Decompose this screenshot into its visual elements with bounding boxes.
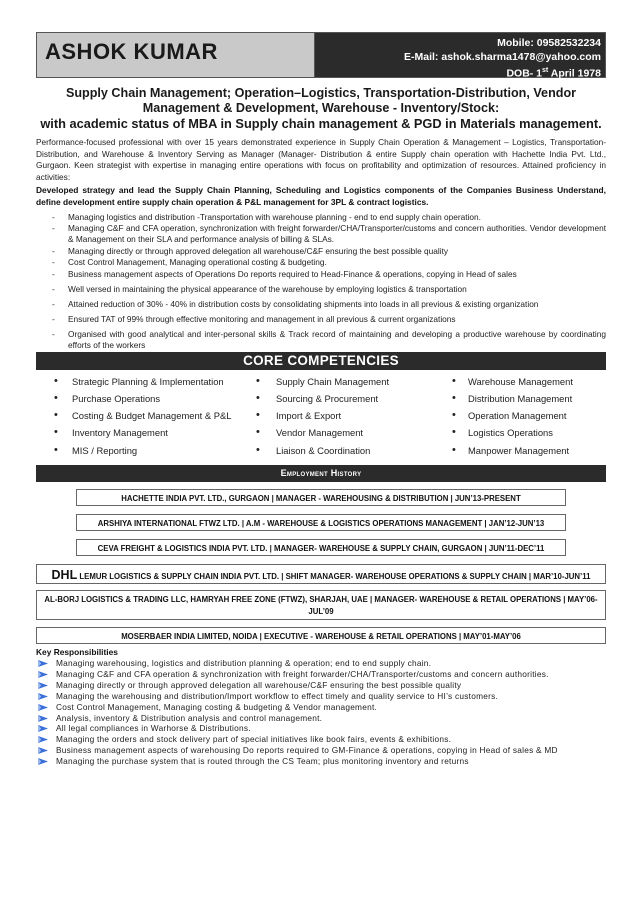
competency-item: • Vendor Management [254,424,438,441]
job-entry-moserbaer: MOSERBAER INDIA LIMITED, NOIDA | EXECUTIVE - WAREHOUSE & RETAIL OPERATIONS | MAY’01-MAY’06 [36,627,606,644]
profile-summary-highlight: Developed strategy and lead the Supply Chain Planning, Scheduling and Logistics components of the Companies Business Understand, define development entire supply chain operation & P&L management for 3PL & contract logistics. [36,185,606,207]
candidate-name: ASHOK KUMAR [37,33,315,77]
activity-item: - Well versed in maintaining the physical appearance of the warehouse by employing logistics & transportation [52,284,606,295]
activity-item: - Cost Control Management, Managing operational costing & budgeting. [52,257,606,268]
pointer-arrow-icon [37,757,49,766]
activity-item: - Organised with good analytical and inter-personal skills & Track record of maintaining and developing a productive warehouse by coordinating efforts of the workers [52,329,606,351]
responsibility-text: Cost Control Management, Managing costing & budgeting & Vendor management. [56,701,378,712]
pointer-arrow-icon [37,659,49,668]
responsibility-item [36,734,606,745]
responsibility-item [36,713,606,724]
pointer-arrow-icon [37,735,49,744]
responsibility-text: Managing directly or through approved delegation all warehouse/C&F ensuring the best possible quality [56,679,462,690]
competency-item: • Import & Export [254,407,438,424]
responsibility-text: Managing the warehousing and distribution/Import workflow to effect timely and quality service to HI’s customers. [56,690,499,701]
responsibility-text: Managing C&F and CFA operation & synchronization with freight forwarder/CHA/Transporter/customs and concern authorities. [56,668,549,679]
employment-history-heading: Employment History [36,465,606,482]
responsibility-text: Managing warehousing, logistics and distribution planning & operation; end to end supply chain. [56,658,432,669]
activity-item: - Managing logistics and distribution -Transportation with warehouse planning - end to end supply chain operation. [52,212,606,223]
competency-item: • MIS / Reporting [36,442,254,459]
competency-column-3 [438,373,606,459]
competency-item: • Sourcing & Procurement [254,390,438,407]
headline-line-1: Supply Chain Management; Operation–Logistics, Transportation-Distribution, Vendor [65,86,577,100]
responsibility-item [36,723,606,734]
mobile-number: Mobile: 09582532234 [497,37,601,49]
responsibility-text: Business management aspects of warehousing Do reports required to GM-Finance & operations, copying in Head of sales & MD [56,745,558,756]
resume-header [36,32,606,78]
responsibility-text: Managing the orders and stock delivery part of special initiatives like book fairs, events & exhibitions. [56,734,452,745]
contact-block [315,33,605,80]
pointer-arrow-icon [37,703,49,712]
email-address[interactable]: E-Mail: ashok.sharma1478@yahoo.com [404,51,601,63]
responsibility-item [36,658,606,669]
job-entry-alborj: AL-BORJ LOGISTICS & TRADING LLC, HAMRYAH FREE ZONE (FTWZ), SHARJAH, UAE | MANAGER- WAREHOUSE & RETAIL OPERATIONS | MAY’06-JUL’09 [36,590,606,620]
activity-item: - Ensured TAT of 99% through effective monitoring and management in all previous & current organizations [52,314,606,325]
competency-item: • Inventory Management [36,424,254,441]
competency-column-2 [254,373,438,459]
competency-item: • Operation Management [438,407,606,424]
competency-item: • Purchase Operations [36,390,254,407]
responsibility-item [36,745,606,756]
key-responsibilities-heading: Key Responsibilities [36,647,118,658]
responsibility-item [36,702,606,713]
competency-grid [36,373,606,459]
responsibility-text: Analysis, inventory & Distribution analysis and control management. [56,712,323,723]
dhl-details: LEMUR LOGISTICS & SUPPLY CHAIN INDIA PVT. LTD. | SHIFT MANAGER- WAREHOUSE OPERATIONS & SUPPLY CHAIN | MAR’10-JUN’11 [77,572,591,582]
pointer-arrow-icon [37,724,49,733]
job-entry-dhl [36,564,606,584]
responsibility-item [36,691,606,702]
activity-item: - Managing directly or through approved delegation all warehouse/C&F ensuring the best possible quality [52,246,606,257]
dhl-word: DHL [51,568,78,583]
competency-item: • Distribution Management [438,390,606,407]
key-responsibilities-list [36,658,606,767]
activity-list [36,212,606,351]
date-of-birth: DOB- 1st April 1978 [506,67,601,80]
competency-item: • Warehouse Management [438,373,606,390]
headline-line-3: with academic status of MBA in Supply chain management & PGD in Materials management. [40,116,602,131]
activity-item: - Business management aspects of Operations Do reports required to Head-Finance & operations, copying in Head of sales [52,269,606,280]
pointer-arrow-icon [37,746,49,755]
profile-summary: Performance-focused professional with over 15 years demonstrated experience in Supply Chain Operation & Management – Logistics, Transportation-Distribution, and Warehouse & Inventory Serving as Manager (Manager- Distribution & entire Supply chain operation with Hachette India Pvt. Ltd., Gurgaon. Keen strategist with expertise in managing entire operations with focus on profitability and optimization of resources. Attained proficiency in activities: [36,137,606,182]
resume-page [36,32,606,767]
job-entry-ceva: CEVA FREIGHT & LOGISTICS INDIA PVT. LTD. | MANAGER- WAREHOUSE & SUPPLY CHAIN, GURGAON | JUN’11-DEC’11 [76,539,566,556]
responsibility-item [36,756,606,767]
competency-item: • Costing & Budget Management & P&L [36,407,254,424]
activity-item: - Attained reduction of 30% - 40% in distribution costs by consolidating shipments into loads in all previous & existing organization [52,299,606,310]
job-entry-arshiya: ARSHIYA INTERNATIONAL FTWZ LTD. | A.M - WAREHOUSE & LOGISTICS OPERATIONS MANAGEMENT | JAN’12-JUN’13 [76,514,566,531]
headline-line-2: Management & Development, Warehouse - Inventory/Stock: [142,101,500,115]
core-competencies-heading: CORE COMPETENCIES [36,352,606,370]
pointer-arrow-icon [37,670,49,679]
competency-item: • Supply Chain Management [254,373,438,390]
responsibility-item [36,680,606,691]
responsibility-text: All legal compliances in Warhorse & Distributions. [56,723,251,734]
responsibility-text: Managing the purchase system that is routed through the CS Team; plus monitoring inventory and returns [56,756,469,767]
pointer-arrow-icon [37,714,49,723]
competency-column-1 [36,373,254,459]
competency-item: • Manpower Management [438,442,606,459]
pointer-arrow-icon [37,681,49,690]
competency-item: • Liaison & Coordination [254,442,438,459]
pointer-arrow-icon [37,692,49,701]
competency-item: • Strategic Planning & Implementation [36,373,254,390]
profile-headline [36,86,606,131]
responsibility-item [36,669,606,680]
job-entry-hachette: HACHETTE INDIA PVT. LTD., GURGAON | MANAGER - WAREHOUSING & DISTRIBUTION | JUN’13-PRESENT [76,489,566,506]
activity-item: - Managing C&F and CFA operation, synchronization with freight forwarder/CHA/Transporter/customs and concern authorities. Vendor development & Management on their SLA and performance analysis of billing & SLAs. [52,223,606,245]
competency-item: • Logistics Operations [438,424,606,441]
